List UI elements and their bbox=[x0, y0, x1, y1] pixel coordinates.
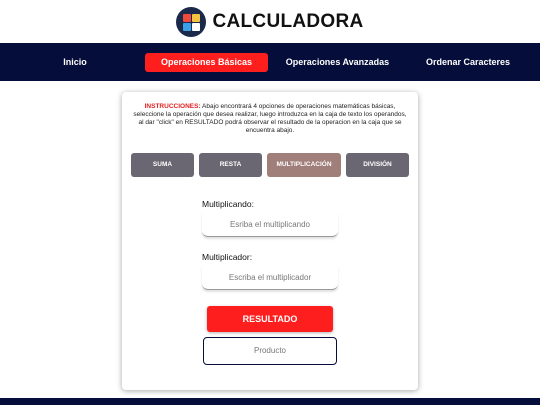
instructions-label: INSTRUCCIONES: bbox=[144, 103, 201, 110]
nav-item-inicio[interactable]: Inicio bbox=[63, 57, 87, 67]
nav-item-operaciones-basicas[interactable]: Operaciones Básicas bbox=[145, 53, 268, 72]
instructions bbox=[132, 103, 408, 135]
multiplicador-input[interactable] bbox=[202, 266, 338, 290]
op-resta-button[interactable]: RESTA bbox=[199, 153, 262, 177]
nav-item-ordenar-caracteres[interactable]: Ordenar Caracteres bbox=[425, 57, 511, 67]
multiplicador-label: Multiplicador: bbox=[202, 252, 253, 262]
calculator-icon bbox=[176, 7, 206, 37]
header bbox=[0, 0, 540, 43]
main-nav bbox=[0, 43, 540, 81]
footer-bar bbox=[0, 398, 540, 405]
app-title: CALCULADORA bbox=[212, 10, 364, 32]
multiplicando-label: Multiplicando: bbox=[202, 199, 254, 209]
op-multiplicacion-button[interactable]: MULTIPLICACIÓN bbox=[267, 153, 341, 177]
instructions-text: Abajo encontrará 4 opciones de operaciones matemáticas básicas, seleccione la operación que desea realizar, luego introduzca en la caja de texto los operandos, al dar "click" en RESULTADO podrá observar el resultado de la operacion en la caja que se encuentra abajo. bbox=[133, 103, 407, 134]
resultado-button[interactable]: RESULTADO bbox=[207, 306, 333, 332]
op-division-button[interactable]: DIVISIÓN bbox=[346, 153, 409, 177]
nav-item-operaciones-avanzadas[interactable]: Operaciones Avanzadas bbox=[285, 57, 390, 67]
op-suma-button[interactable]: SUMA bbox=[131, 153, 194, 177]
calculator-card bbox=[122, 92, 418, 390]
multiplicando-input[interactable] bbox=[202, 213, 338, 237]
producto-output: Producto bbox=[203, 337, 337, 365]
